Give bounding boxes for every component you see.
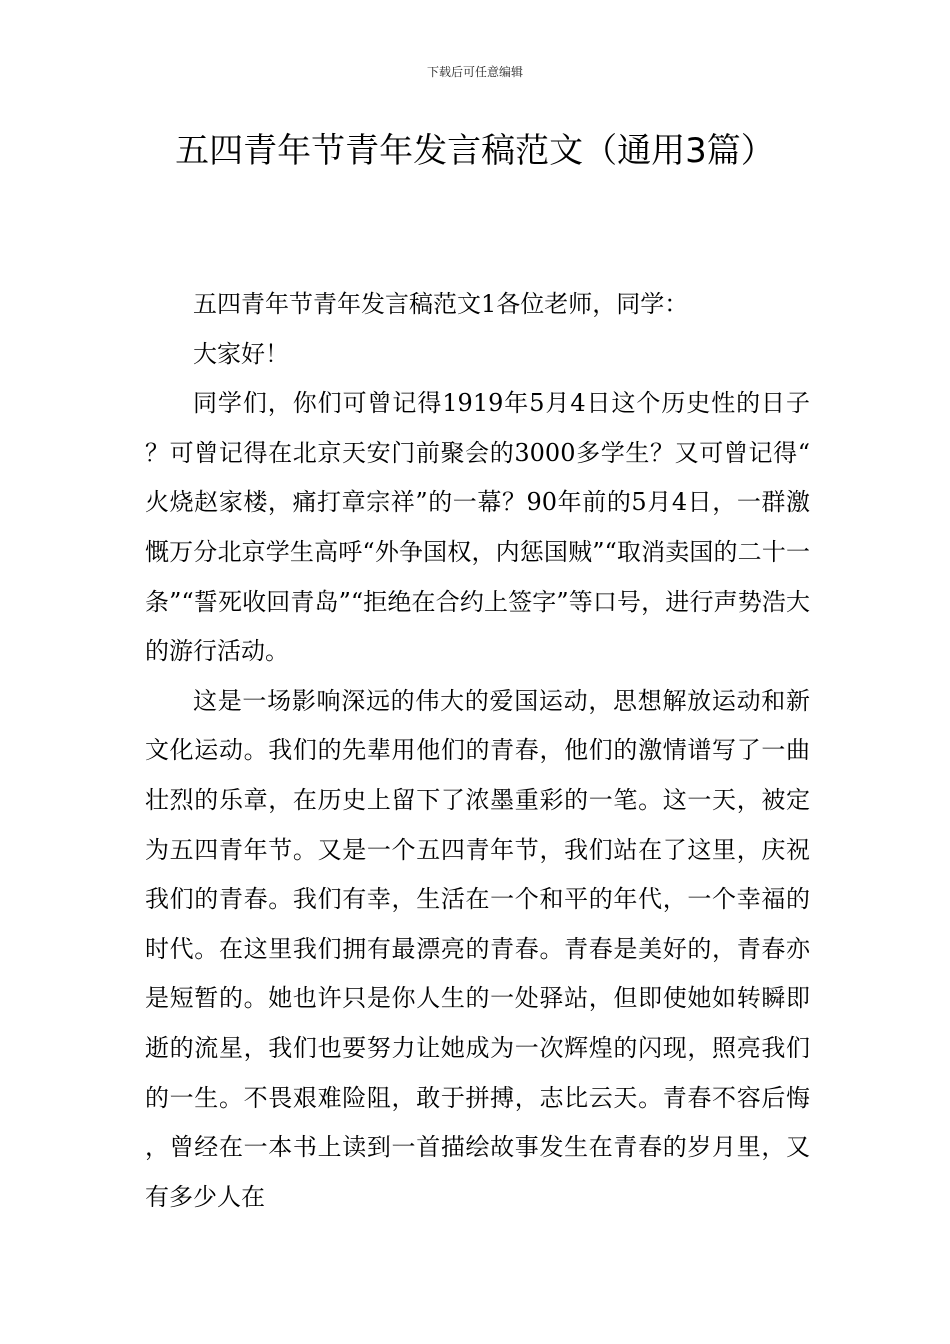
- paragraph-greeting: 大家好！: [193, 339, 289, 368]
- document-body: [145, 280, 810, 1222]
- document-title: 五四青年节青年发言稿范文（通用3篇）: [175, 131, 775, 171]
- paragraph-youth: 这是一场影响深远的伟大的爱国运动，思想解放运动和新文化运动。我们的先辈用他们的青春，他们的激情谱写了一曲壮烈的乐章，在历史上留下了浓墨重彩的一笔。这一天，被定为五四青年节。又是一个五四青年节，我们站在了这里，庆祝我们的青春。我们有幸，生活在一个和平的年代，一个幸福的时代。在这里我们拥有最漂亮的青春。青春是美好的，青春亦是短暂的。她也许只是你人生的一处驿站，但即使她如转瞬即逝的流星，我们也要努力让她成为一次辉煌的闪现，照亮我们的一生。不畏艰难险阻，敢于拼搏，志比云天。青春不容后悔，曾经在一本书上读到一首描绘故事发生在青春的岁月里，又有多少人在: [145, 686, 810, 1211]
- paragraph-history: 同学们，你们可曾记得1919年5月4日这个历史性的日子？可曾记得在北京天安门前聚会的3000多学生？又可曾记得“火烧赵家楼，痛打章宗祥”的一幕？90年前的5月4日，一群激慨万分北京学生高呼“外争国权，内惩国贼”“取消卖国的二十一条”“誓死收回青岛”“拒绝在合约上签字”等口号，进行声势浩大的游行活动。: [145, 389, 810, 666]
- header-note: 下载后可任意编辑: [426, 65, 523, 79]
- paragraph-opening: 五四青年节青年发言稿范文1各位老师，同学：: [193, 290, 689, 318]
